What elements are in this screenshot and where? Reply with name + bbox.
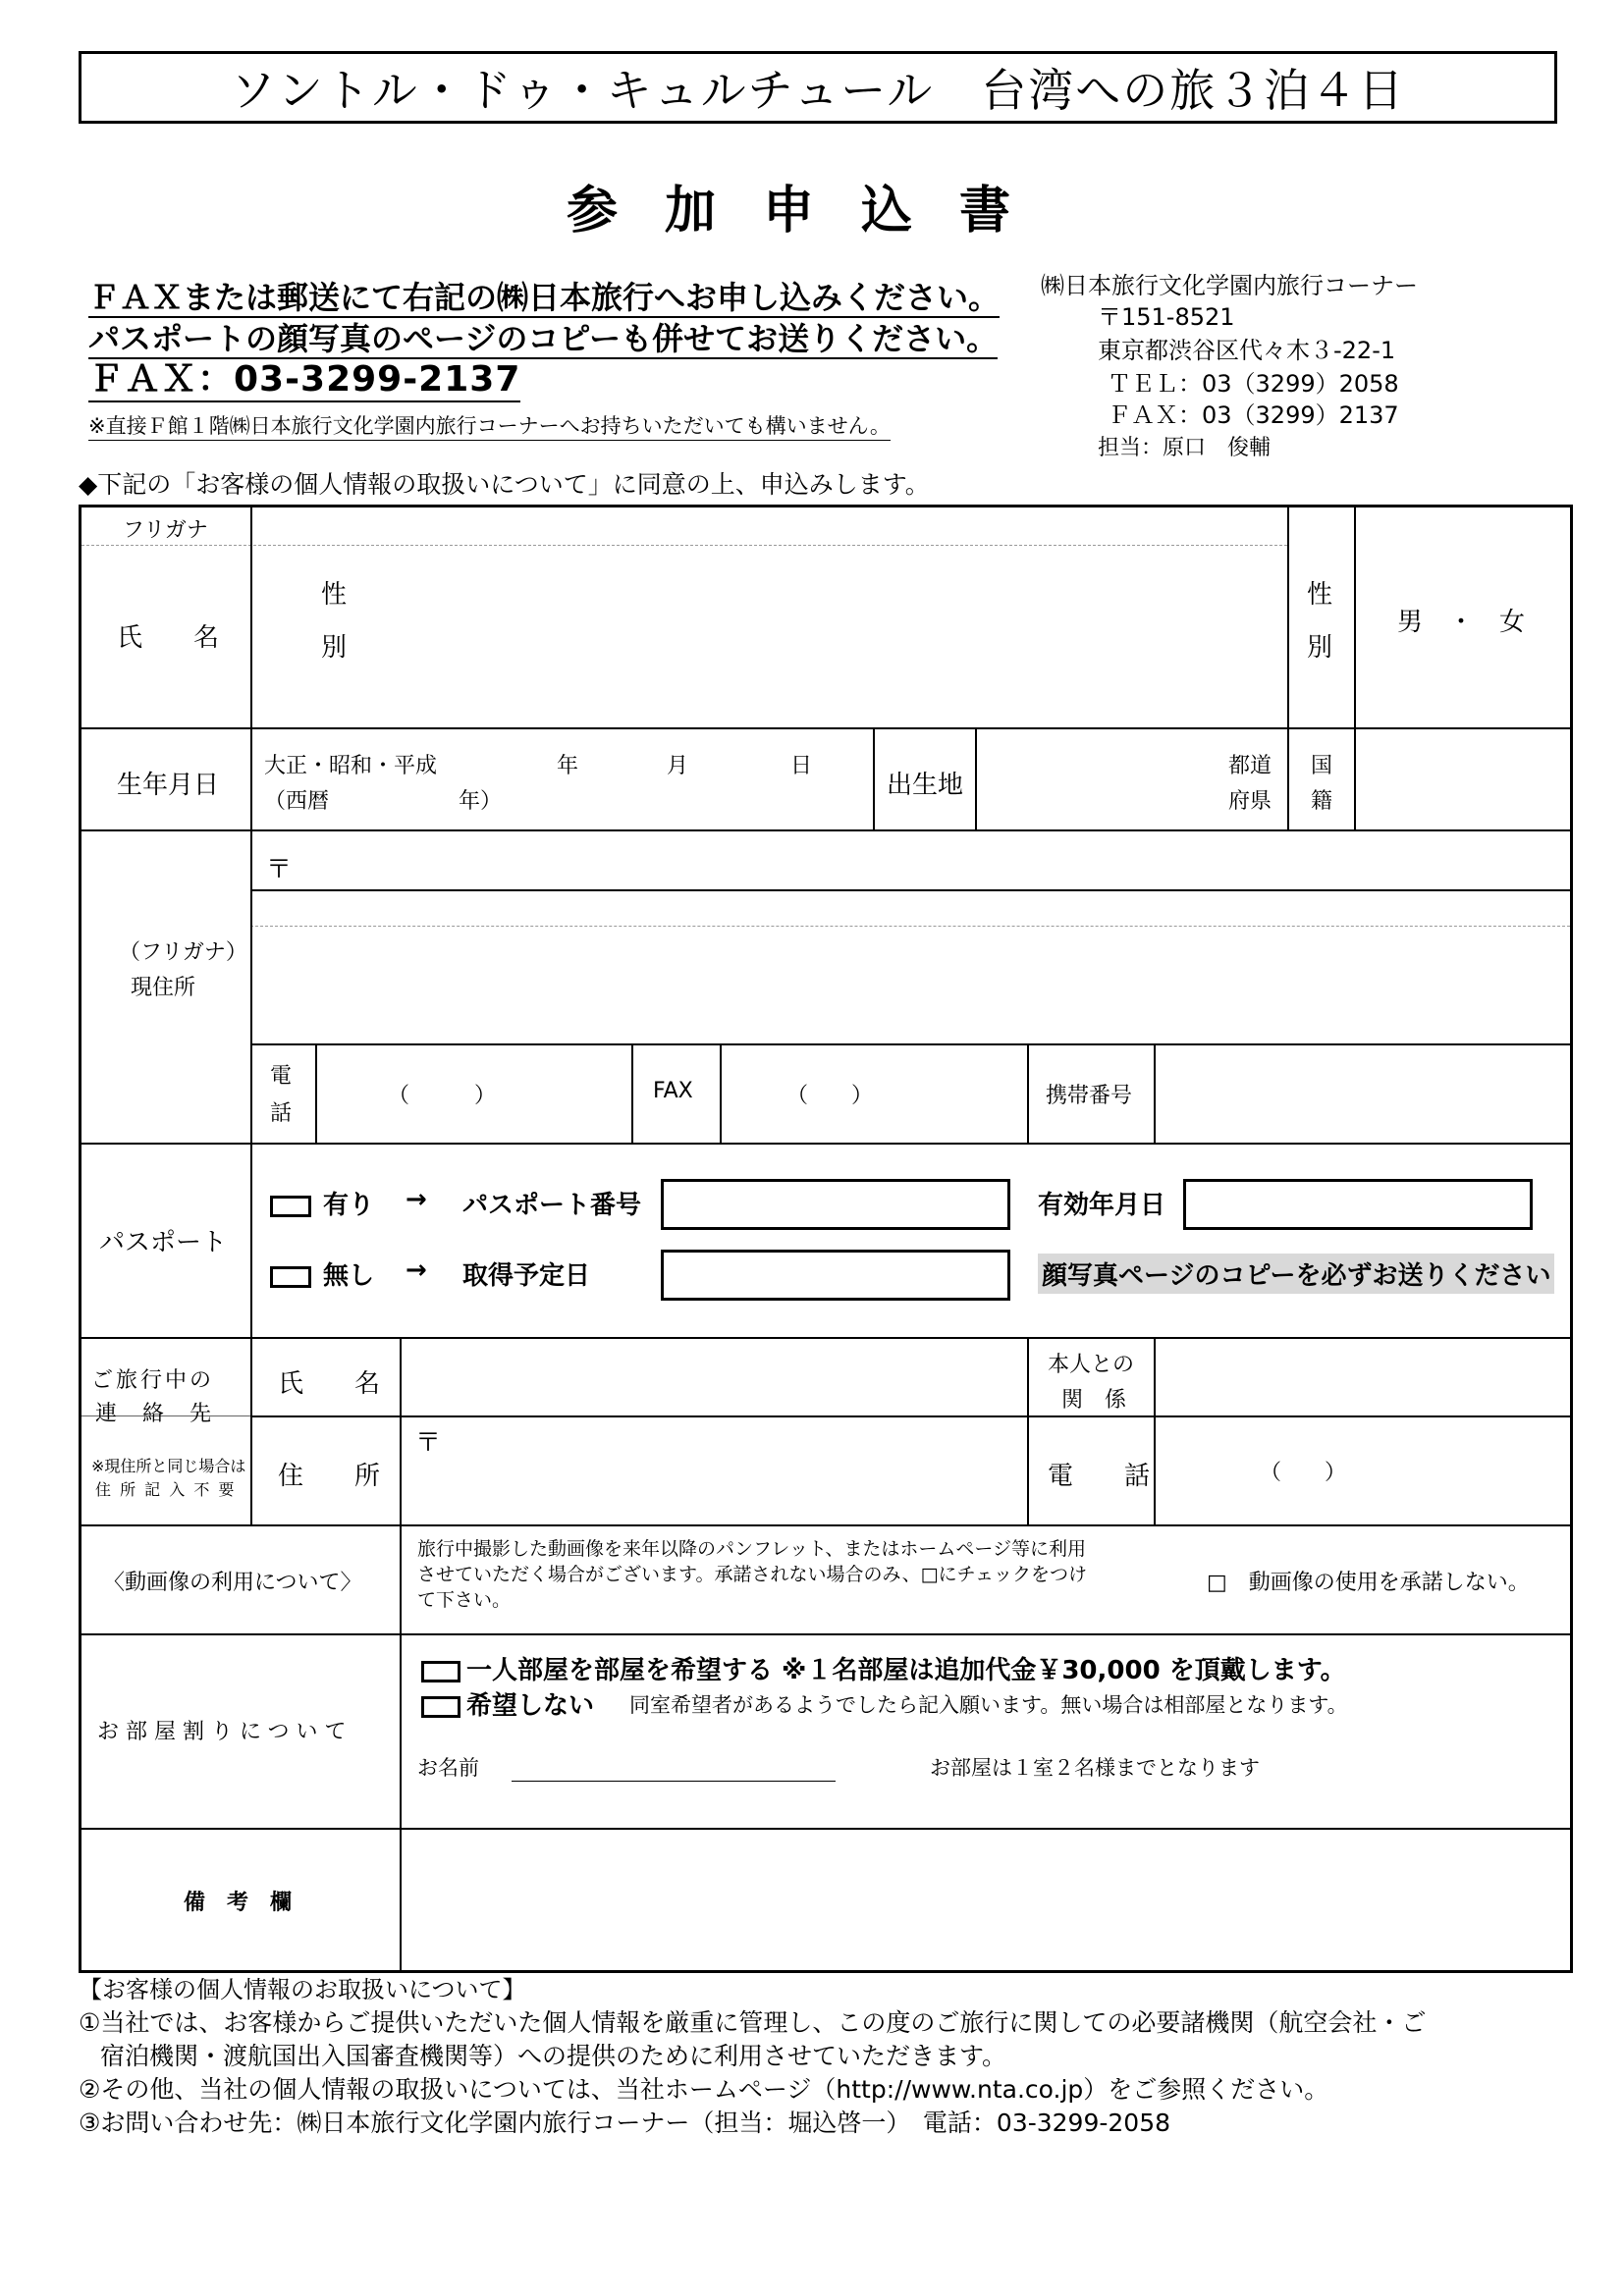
privacy-title: 【お客様の個人情報のお取扱いについて】 (79, 1976, 526, 2003)
privacy-item-1b: 宿泊機関・渡航国出入国審査機関等）への提供のために利用させていただきます。 (100, 2042, 1007, 2070)
instruction-line-2: パスポートの顔写真のページのコピーも併せてお送りください。 (88, 320, 999, 357)
month-label: 月 (667, 754, 689, 778)
room-name-label: お名前 (417, 1756, 479, 1780)
photo-copy-notice: 顔写真ページのコピーを必ずお送りください (1038, 1254, 1554, 1294)
era-options[interactable]: 大正・昭和・平成 (264, 754, 438, 778)
nationality-label-1: 国 (1311, 754, 1333, 778)
room-no-option[interactable] (421, 1685, 594, 1722)
room-no-text: 希望しない (466, 1691, 595, 1721)
room-single-text: 一人部屋を部屋を希望する ※１名部屋は追加代金￥30,000 を頂戴します。 (466, 1656, 1346, 1685)
privacy-item-2: ②その他、当社の個人情報の取扱いについては、当社ホームページ（http://www.nta.co.jp）をご参照ください。 (79, 2075, 1329, 2104)
passport-no-text: 無し (323, 1261, 375, 1291)
emergency-note-1: ※現住所と同じ場合は (91, 1457, 246, 1475)
video-text-line-1: 旅行中撮影した動画像を来年以降のパンフレット、またはホームページ等に利用 (417, 1538, 1086, 1560)
gender-label-2: 別 (321, 633, 348, 663)
consent-statement: ◆下記の「お客様の個人情報の取扱いについて」に同意の上、申込みします。 (79, 470, 930, 499)
document-title (79, 51, 1557, 124)
emergency-tel-paren[interactable]: （ ） (1260, 1461, 1347, 1485)
expiry-label: 有効年月日 (1038, 1191, 1166, 1220)
emergency-note-2: 住 所 記 入 不 要 (95, 1480, 237, 1499)
name-label: 氏 名 (117, 623, 220, 653)
remarks-field[interactable] (402, 1830, 1568, 1968)
room-name-field[interactable] (417, 1752, 836, 1782)
video-label: 〈動画像の利用について〉 (103, 1571, 362, 1595)
planned-date-label: 取得予定日 (462, 1261, 591, 1291)
passport-label: パスポート (99, 1228, 228, 1257)
address-postal-mark: 〒 (266, 855, 293, 884)
tel-label-1: 電 (270, 1064, 293, 1089)
document-title-text: ソントル・ドゥ・キュルチュール 台湾への旅３泊４日 (230, 64, 1406, 117)
year-label: 年 (557, 754, 579, 778)
seireki-label: （西暦 年） (264, 789, 503, 814)
emergency-postal-mark: 〒 (415, 1428, 442, 1458)
video-text-line-3: て下さい。 (417, 1589, 512, 1611)
company-name: ㈱日本旅行文化学園内旅行コーナー (1041, 272, 1418, 299)
room-capacity: お部屋は１室２名様までとなります (930, 1756, 1260, 1780)
room-note: 同室希望者があるようでしたら記入願います。無い場合は相部屋となります。 (629, 1693, 1348, 1717)
passport-number-label: パスポート番号 (462, 1191, 642, 1220)
emergency-name-label: 氏 名 (278, 1369, 381, 1399)
arrow-2: → (406, 1255, 427, 1285)
fax-label: FAX (653, 1079, 693, 1103)
tel-paren[interactable]: （ ） (388, 1084, 497, 1108)
nationality-label-2: 籍 (1311, 789, 1333, 814)
company-postal: 〒151-8521 (1098, 303, 1235, 331)
room-label: お部屋割りについて (97, 1720, 353, 1744)
relation-label-1: 本人との (1048, 1353, 1135, 1377)
prefecture-label-2: 府県 (1228, 789, 1272, 814)
tel-label-2: 話 (270, 1101, 293, 1126)
instruction-line-1: ＦＡＸまたは郵送にて右記の㈱日本旅行へお申し込みください。 (88, 279, 1001, 316)
arrow-1: → (406, 1185, 427, 1214)
birthdate-label: 生年月日 (117, 771, 220, 800)
passport-no-option[interactable] (270, 1255, 374, 1292)
video-text-line-2: させていただく場合がございます。承諾されない場合のみ、□にチェックをつけ (417, 1564, 1088, 1585)
address-label-furigana: （フリガナ） (119, 940, 247, 965)
passport-no-checkbox[interactable] (270, 1266, 311, 1288)
form-heading: 参加申込書 (566, 182, 1057, 240)
emergency-tel-label: 電 話 (1048, 1462, 1151, 1491)
address-label: 現住所 (131, 976, 196, 1000)
gender-char-1: 性 (1307, 580, 1333, 610)
gender-options[interactable]: 男 ・ 女 (1397, 608, 1526, 637)
emergency-label-2: 連 絡 先 (95, 1402, 214, 1426)
company-address: 東京都渋谷区代々木３-22-1 (1098, 337, 1396, 364)
emergency-label-1: ご旅行中の (91, 1368, 215, 1393)
room-no-checkbox[interactable] (421, 1696, 460, 1718)
gender-label-1: 性 (321, 580, 348, 610)
company-tel: ＴＥＬ：03（3299）2058 (1108, 370, 1399, 398)
company-contact: 担当：原口 俊輔 (1098, 436, 1272, 460)
privacy-item-1a: ①当社では、お客様からご提供いただいた個人情報を厳重に管理し、この度のご旅行に関しての必要諸機関（航空会社・ご (79, 2008, 1427, 2037)
furigana-label: フリガナ (123, 518, 208, 543)
relation-label-2: 関 係 (1061, 1388, 1127, 1413)
gender-char-2: 別 (1307, 633, 1333, 663)
video-text (417, 1536, 1087, 1613)
room-single-option[interactable] (421, 1650, 1346, 1686)
instruction-fax: ＦＡＸ：03-3299-2137 (88, 359, 520, 402)
video-decline-option[interactable]: □ 動画像の使用を承諾しない。 (1207, 1571, 1530, 1595)
passport-yes-option[interactable] (270, 1185, 374, 1221)
day-label: 日 (790, 754, 813, 778)
remarks-label: 備 考 欄 (184, 1891, 293, 1915)
mobile-label: 携帯番号 (1046, 1084, 1133, 1108)
expiry-input[interactable] (1183, 1179, 1533, 1230)
room-single-checkbox[interactable] (421, 1661, 460, 1682)
privacy-item-3: ③お問い合わせ先：㈱日本旅行文化学園内旅行コーナー（担当：堀込啓一） 電話：03-3299-2058 (79, 2109, 1171, 2137)
birthplace-label: 出生地 (887, 771, 964, 800)
passport-yes-text: 有り (323, 1191, 375, 1220)
instruction-note: ※直接Ｆ館１階㈱日本旅行文化学園内旅行コーナーへお持ちいただいても構いません。 (88, 410, 891, 441)
room-name-line[interactable] (512, 1755, 836, 1782)
emergency-address-label: 住 所 (278, 1462, 381, 1491)
passport-number-input[interactable] (661, 1179, 1010, 1230)
prefecture-label-1: 都道 (1228, 754, 1272, 778)
application-form (79, 505, 1573, 1973)
passport-yes-checkbox[interactable] (270, 1196, 311, 1217)
company-fax: ＦＡＸ：03（3299）2137 (1108, 401, 1399, 429)
planned-date-input[interactable] (661, 1250, 1010, 1301)
fax-paren[interactable]: （ ） (786, 1084, 874, 1108)
